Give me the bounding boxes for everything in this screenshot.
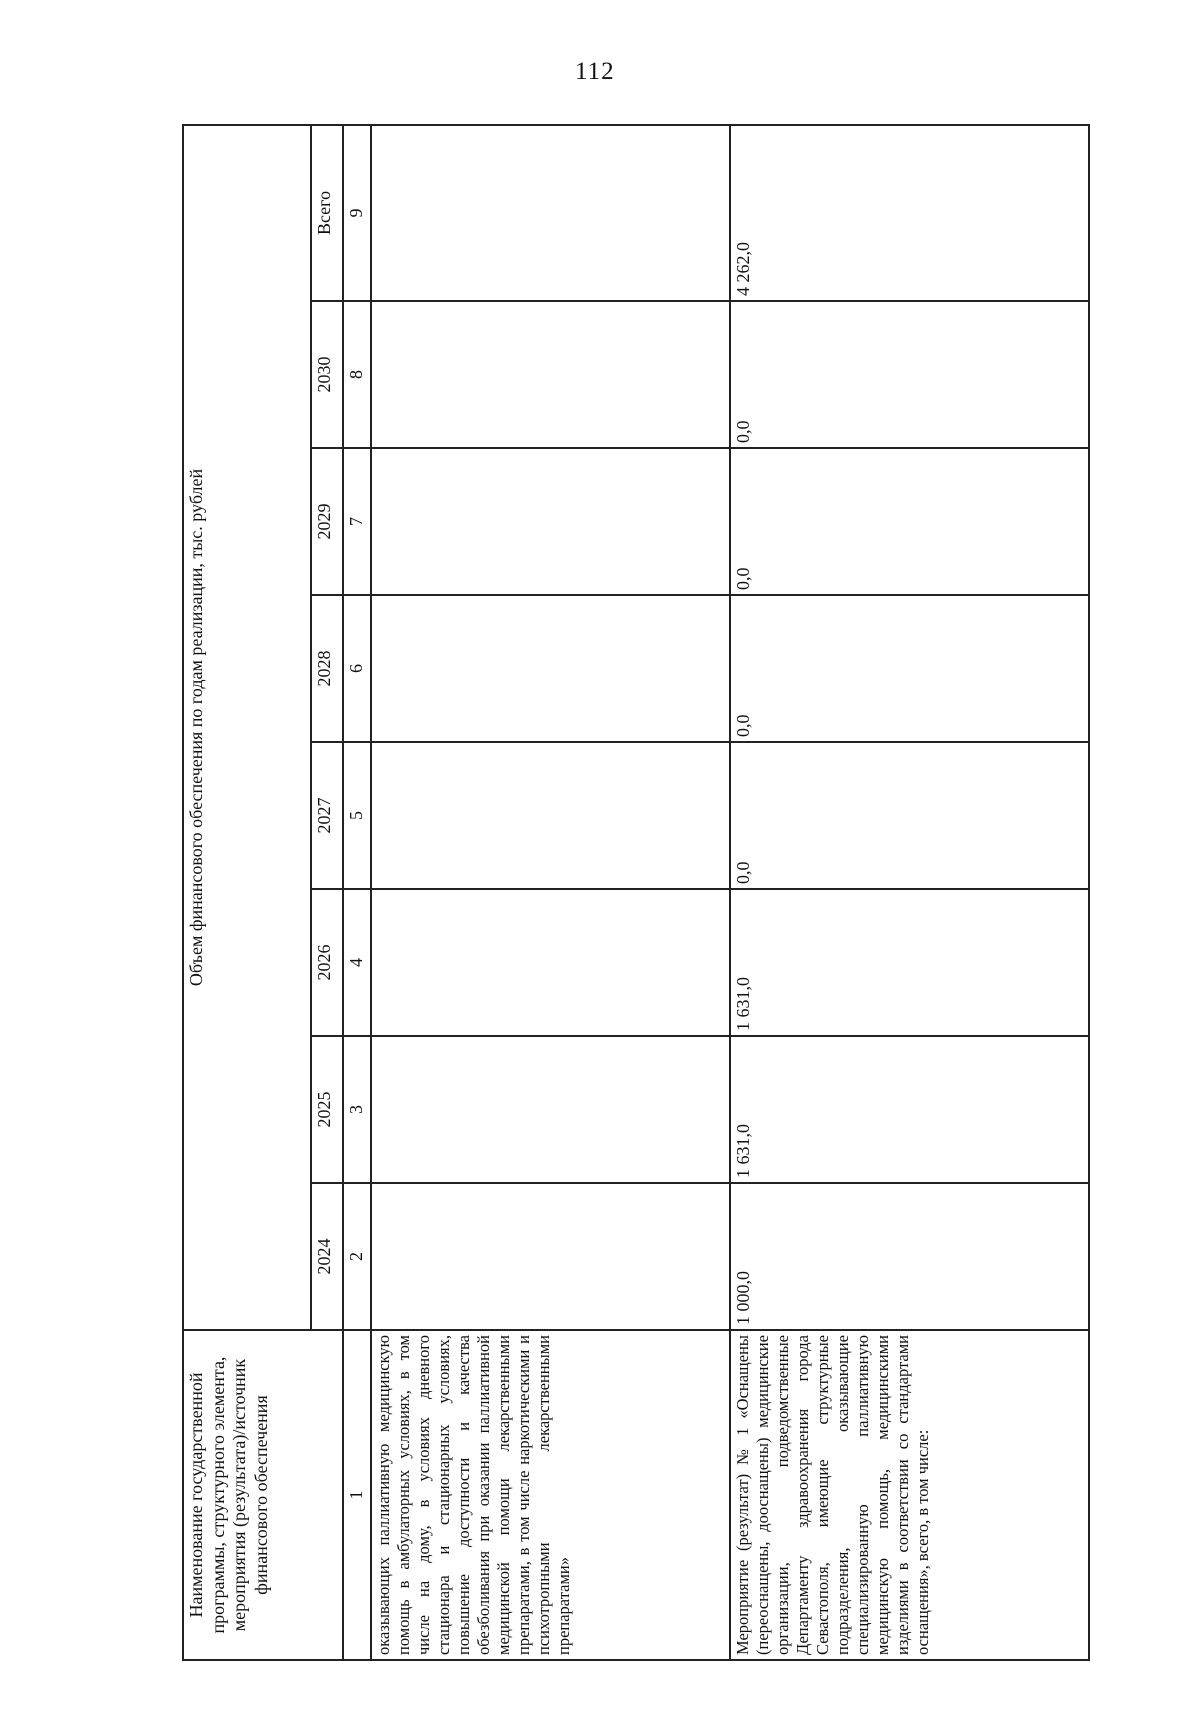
row-value-2029: 0,0 [730, 448, 1089, 595]
row-value-total: 4 262,0 [730, 125, 1089, 301]
row-value-2027: 0,0 [730, 742, 1089, 889]
row-value-2026: 1 631,0 [730, 889, 1089, 1036]
header-year-2028: 2028 [311, 595, 343, 742]
row-value-2030 [371, 301, 730, 448]
table-row [371, 125, 730, 1660]
row-value-2028 [371, 595, 730, 742]
column-number: 2 [343, 1183, 371, 1330]
row-name: Мероприятие (результат) № 1 «Оснащены (переоснащены, дооснащены) медицинские организации, подведомственные Департаменту здравоохранения города Севастополя, имеющие структурные подразделения, оказывающие специализированную паллиативную медицинскую помощь, медицинскими изделиями в соответствии со стандартами оснащения», всего, в том числе: [730, 1330, 1089, 1660]
header-year-2025: 2025 [311, 1036, 343, 1183]
row-value-2026 [371, 889, 730, 1036]
row-value-2024 [371, 1183, 730, 1330]
column-number: 4 [343, 889, 371, 1036]
row-value-2024: 1 000,0 [730, 1183, 1089, 1330]
row-name: оказывающих паллиативную медицинскую помощь в амбулаторных условиях, в том числе на дому, в условиях дневного стационара и стационарных условиях, повышение доступности и качества обезболивания при оказании паллиативной медицинской помощи лекарственными препаратами, в том числе наркотическими и психотропными лекарственными препаратами» [371, 1330, 730, 1660]
table-row [730, 125, 1089, 1660]
row-value-2025: 1 631,0 [730, 1036, 1089, 1183]
header-year-2029: 2029 [311, 448, 343, 595]
header-year-2027: 2027 [311, 742, 343, 889]
column-number: 7 [343, 448, 371, 595]
column-number: 6 [343, 595, 371, 742]
header-name-column: Наименование государственной программы, структурного элемента, мероприятия (результата)/источник финансового обеспечения [183, 1330, 343, 1660]
column-number: 8 [343, 301, 371, 448]
column-number: 5 [343, 742, 371, 889]
row-value-2029 [371, 448, 730, 595]
column-number: 1 [343, 1330, 371, 1660]
column-number: 9 [343, 125, 371, 301]
header-year-2026: 2026 [311, 889, 343, 1036]
rotated-table-container [182, 126, 1090, 1661]
row-value-2028: 0,0 [730, 595, 1089, 742]
row-value-2030: 0,0 [730, 301, 1089, 448]
row-value-2027 [371, 742, 730, 889]
row-value-2025 [371, 1036, 730, 1183]
header-total: Всего [311, 125, 343, 301]
row-value-total [371, 125, 730, 301]
header-year-2024: 2024 [311, 1183, 343, 1330]
header-financing-group: Объем финансового обеспечения по годам реализации, тыс. рублей [183, 125, 311, 1330]
financing-table [182, 124, 1090, 1661]
page-number: 112 [575, 58, 615, 85]
column-number: 3 [343, 1036, 371, 1183]
header-year-2030: 2030 [311, 301, 343, 448]
